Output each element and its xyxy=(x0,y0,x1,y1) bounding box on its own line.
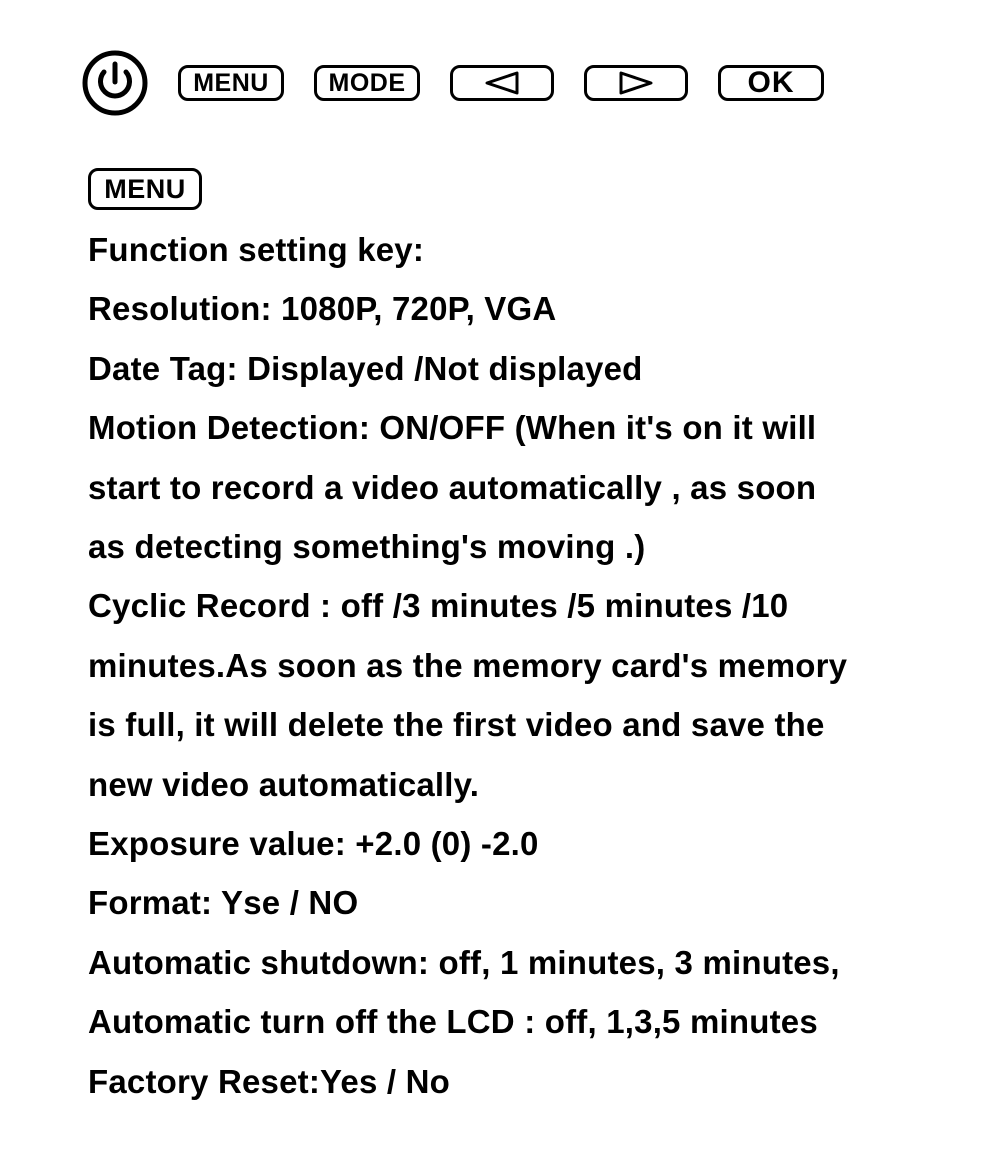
format-line: Format: Yse / NO xyxy=(88,884,359,922)
cyclic-record-line-cont: minutes.As soon as the memory card's memory xyxy=(88,646,848,684)
left-triangle-icon xyxy=(480,71,524,95)
cyclic-record-line-cont: is full, it will delete the first video and save the xyxy=(88,706,825,744)
heading-function-setting-key: Function setting key: xyxy=(88,231,425,268)
menu-button-label: MENU xyxy=(193,68,269,97)
menu-description xyxy=(88,220,968,1111)
power-icon xyxy=(80,48,150,118)
lcd-off-line: Automatic turn off the LCD : off, 1,3,5 minutes xyxy=(88,1003,818,1041)
date-tag-line: Date Tag: Displayed /Not displayed xyxy=(88,349,643,387)
mode-button-label: MODE xyxy=(328,68,406,97)
cyclic-record-line: Cyclic Record : off /3 minutes /5 minutes /10 xyxy=(88,587,789,625)
right-triangle-icon xyxy=(614,71,658,95)
factory-reset-line: Factory Reset:Yes / No xyxy=(88,1062,451,1100)
button-row xyxy=(80,52,854,114)
left-button[interactable] xyxy=(450,65,554,101)
motion-detection-line-cont: start to record a video automatically , as soon xyxy=(88,468,817,506)
exposure-value-line: Exposure value: +2.0 (0) -2.0 xyxy=(88,825,539,863)
motion-detection-line-cont: as detecting something's moving .) xyxy=(88,528,646,566)
cyclic-record-line-cont: new video automatically. xyxy=(88,765,480,803)
mode-button[interactable] xyxy=(314,65,420,101)
motion-detection-line: Motion Detection: ON/OFF (When it's on it will xyxy=(88,409,817,447)
menu-key-badge xyxy=(88,168,202,210)
menu-key-badge-label: MENU xyxy=(104,173,186,204)
resolution-line: Resolution: 1080P, 720P, VGA xyxy=(88,290,557,328)
menu-button[interactable] xyxy=(178,65,284,101)
ok-button[interactable] xyxy=(718,65,824,101)
automatic-shutdown-line: Automatic shutdown: off, 1 minutes, 3 minutes, xyxy=(88,943,840,981)
ok-button-label: OK xyxy=(747,66,795,99)
right-button[interactable] xyxy=(584,65,688,101)
